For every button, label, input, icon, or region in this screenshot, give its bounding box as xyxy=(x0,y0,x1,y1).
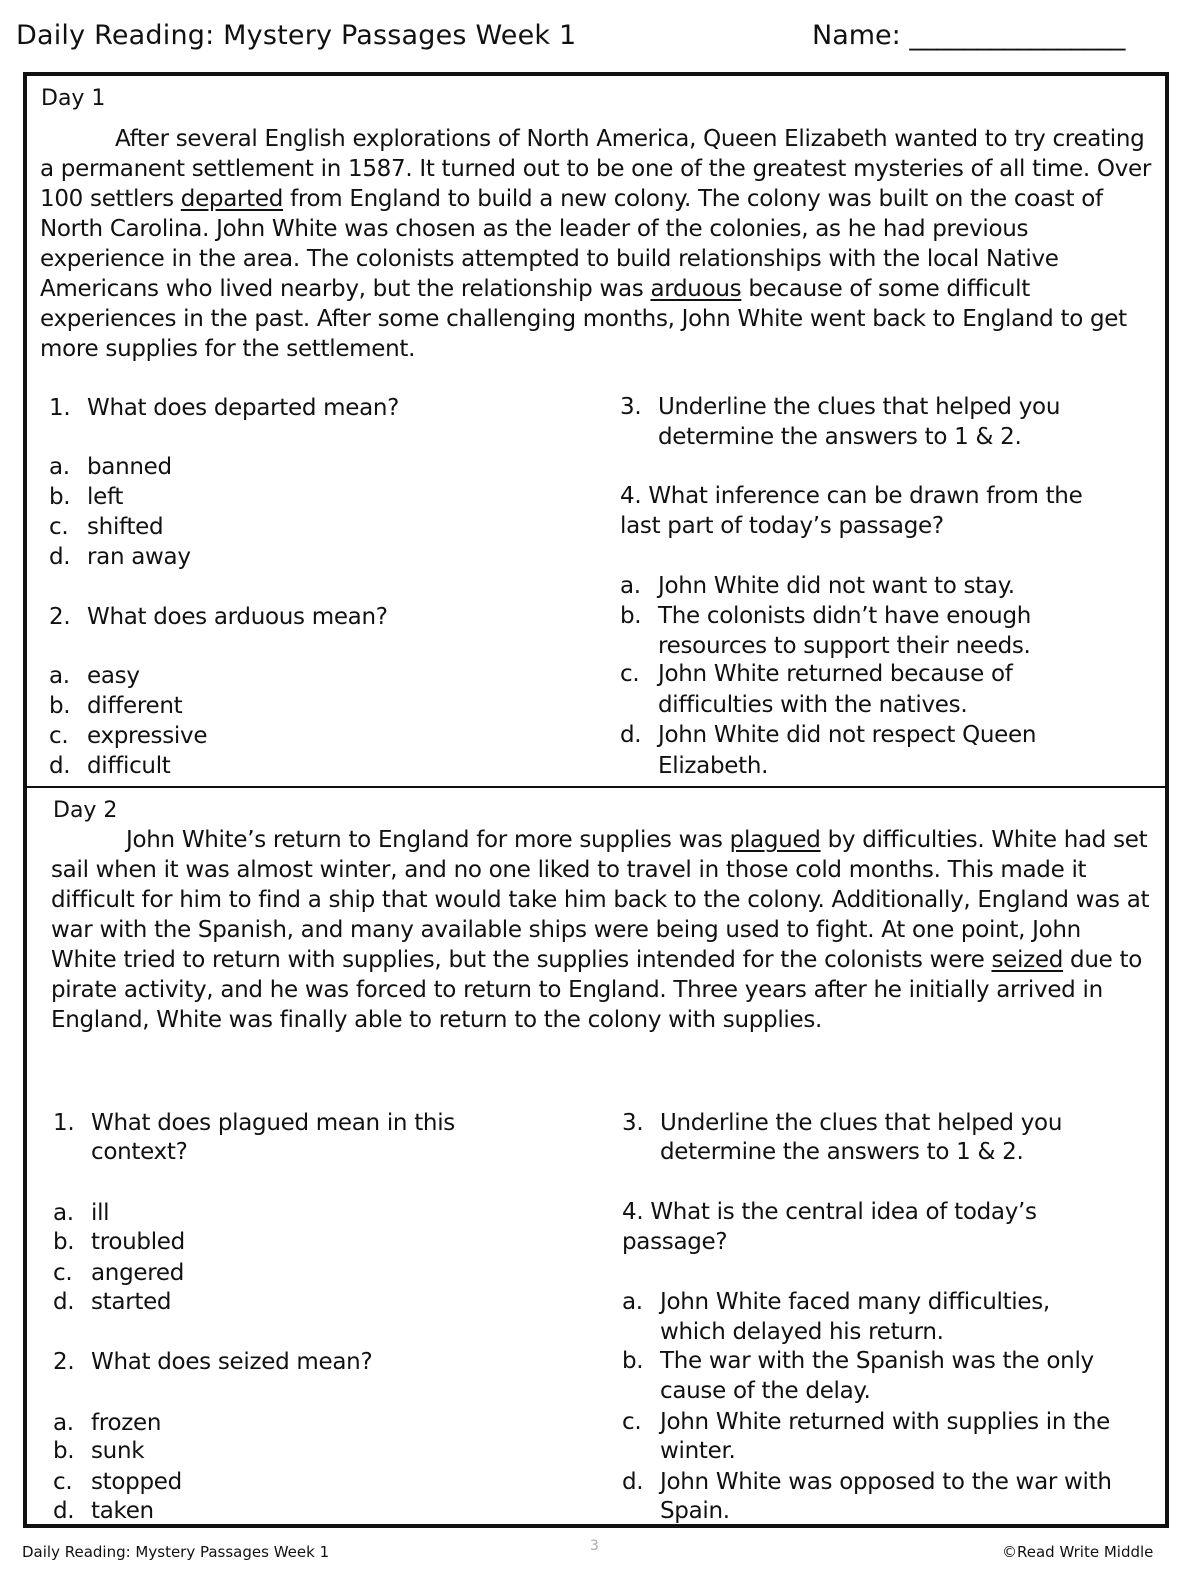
day2-q4-option-cont: cause of the delay. xyxy=(660,1378,871,1404)
day2-q4-option[interactable]: d. John White was opposed to the war with xyxy=(622,1469,1112,1495)
day1-section xyxy=(27,76,1165,788)
day1-q4-option[interactable]: b. The colonists didn’t have enough xyxy=(620,603,1032,629)
day2-q4-option[interactable]: b. The war with the Spanish was the only xyxy=(622,1348,1094,1374)
day1-q1-option[interactable]: c. shifted xyxy=(49,514,164,540)
day1-q2-option[interactable]: b. different xyxy=(49,693,183,719)
day2-question-1: 1. What does plagued mean in this xyxy=(53,1110,455,1136)
worksheet-box xyxy=(23,72,1169,1528)
worksheet-title: Daily Reading: Mystery Passages Week 1 xyxy=(16,20,577,51)
day2-q4-option[interactable]: c. John White returned with supplies in the xyxy=(622,1409,1111,1435)
passage-text: After several English explorations of North America, Queen Elizabeth wanted to try creating a permanent settlement in 1587. It turned out to be one of the greatest mysteries of all time. Over 100 settlers xyxy=(40,126,1152,212)
day1-question-2: 2. What does arduous mean? xyxy=(49,604,388,630)
day1-q2-option[interactable]: c. expressive xyxy=(49,723,208,749)
page-number: 3 xyxy=(590,1538,599,1554)
passage-text: due to pirate activity, and he was forced to return to England. Three years after he initially arrived in England, White was finally able to return to the colony with supplies. xyxy=(51,947,1142,1033)
passage-text: John White’s return to England for more supplies was xyxy=(126,827,730,853)
day1-question-3-cont: determine the answers to 1 & 2. xyxy=(658,424,1022,450)
day2-q2-option[interactable]: d. taken xyxy=(53,1498,154,1524)
day2-question-4: 4. What is the central idea of today’s xyxy=(622,1199,1037,1225)
day2-q4-option-cont: which delayed his return. xyxy=(660,1319,944,1345)
day2-q4-option-cont: winter. xyxy=(660,1438,736,1464)
day1-label: Day 1 xyxy=(41,86,106,111)
day1-q2-option[interactable]: a. easy xyxy=(49,663,140,689)
vocab-word-seized: seized xyxy=(991,947,1064,973)
day2-passage xyxy=(51,825,1151,1035)
day1-q1-option[interactable]: a. banned xyxy=(49,454,172,480)
day2-q2-option[interactable]: a. frozen xyxy=(53,1410,162,1436)
day1-q4-option-cont: Elizabeth. xyxy=(658,753,769,779)
day2-q2-option[interactable]: b. sunk xyxy=(53,1438,145,1464)
day1-q4-option[interactable]: c. John White returned because of xyxy=(620,661,1013,687)
footer-copyright: ©Read Write Middle xyxy=(1002,1543,1154,1561)
day2-question-3-cont: determine the answers to 1 & 2. xyxy=(660,1139,1024,1165)
day2-question-2: 2. What does seized mean? xyxy=(53,1349,373,1375)
vocab-word-arduous: arduous xyxy=(650,276,742,302)
day1-q4-option-cont: difficulties with the natives. xyxy=(658,692,968,718)
day1-question-4: 4. What inference can be drawn from the xyxy=(620,483,1083,509)
day2-question-1-cont: context? xyxy=(91,1139,188,1165)
day2-label: Day 2 xyxy=(53,798,118,823)
day1-q4-option[interactable]: d. John White did not respect Queen xyxy=(620,722,1037,748)
day1-q4-option[interactable]: a. John White did not want to stay. xyxy=(620,573,1015,599)
day1-passage xyxy=(40,124,1152,364)
day1-question-4-cont: last part of today’s passage? xyxy=(620,513,944,539)
day1-q2-option[interactable]: d. difficult xyxy=(49,753,171,779)
name-field-label: Name: ________________ xyxy=(812,20,1126,51)
day1-question-3: 3. Underline the clues that helped you xyxy=(620,394,1061,420)
day1-q1-option[interactable]: d. ran away xyxy=(49,544,191,570)
day2-q4-option[interactable]: a. John White faced many difficulties, xyxy=(622,1289,1050,1315)
day1-question-1: 1. What does departed mean? xyxy=(49,395,400,421)
vocab-word-departed: departed xyxy=(180,186,284,212)
vocab-word-plagued: plagued xyxy=(729,827,821,853)
day2-q1-option[interactable]: d. started xyxy=(53,1289,172,1315)
day2-q1-option[interactable]: c. angered xyxy=(53,1260,185,1286)
passage-text: by difficulties. White had set sail when it was almost winter, and no one liked to travel in those cold months. This made it difficult for him to find a ship that would take him back to the colony. Additionally, England was at war with the Spanish, and many available ships were being used to fight. At one point, John White tried to return with supplies, but the supplies intended for the colonists were xyxy=(51,827,1150,973)
day1-q4-option-cont: resources to support their needs. xyxy=(658,633,1031,659)
day1-q1-option[interactable]: b. left xyxy=(49,484,124,510)
day2-q1-option[interactable]: b. troubled xyxy=(53,1229,185,1255)
day2-q1-option[interactable]: a. ill xyxy=(53,1200,110,1226)
day2-q4-option-cont: Spain. xyxy=(660,1498,730,1524)
passage-text: because of some difficult experiences in the past. After some challenging months, John White went back to England to get more supplies for the settlement. xyxy=(40,276,1127,362)
day2-question-3: 3. Underline the clues that helped you xyxy=(622,1110,1063,1136)
passage-text: from England to build a new colony. The colony was built on the coast of North Carolina. John White was chosen as the leader of the colonies, as he had previous experience in the area. The colonists attempted to build relationships with the local Native Americans who lived nearby, but the relationship was xyxy=(40,186,1103,302)
day2-section xyxy=(27,788,1165,1528)
footer-title: Daily Reading: Mystery Passages Week 1 xyxy=(22,1543,330,1561)
day2-question-4-cont: passage? xyxy=(622,1229,728,1255)
day2-q2-option[interactable]: c. stopped xyxy=(53,1469,182,1495)
